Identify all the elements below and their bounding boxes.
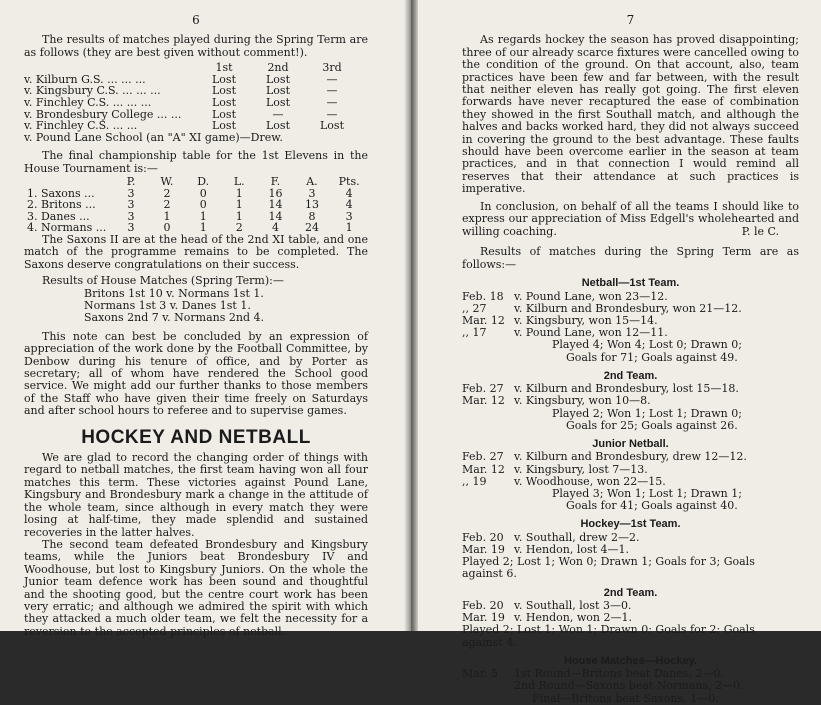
- match-date: Feb. 18: [462, 289, 504, 303]
- house-result: Britons 1st 10 v. Normans 1st 1.: [84, 286, 264, 300]
- results-3rd: —: [326, 96, 338, 109]
- match-date: Mar. 5: [462, 667, 498, 681]
- match-date: Feb. 20: [462, 530, 504, 544]
- points: 3: [345, 209, 353, 223]
- match-date: ,, 17: [462, 326, 487, 340]
- results-header-1st: 1st: [215, 61, 233, 75]
- appreciation-paragraph: In conclusion, on behalf of all the teams I should like to express our appreciation of Miss Edgell's wholehearted and willing coaching.: [462, 199, 799, 238]
- match-result: v. Kilburn and Brondesbury, lost 15—18.: [514, 382, 739, 396]
- match-result: v. Kilburn and Brondesbury, drew 12—12.: [514, 450, 747, 464]
- match-date: Feb. 27: [462, 382, 504, 396]
- match-row: [462, 451, 799, 463]
- saxons-note: The Saxons II are at the head of the 2nd XI table, and one match of the programme remains to be completed. The Saxons deserve congratulations on their success.: [24, 232, 368, 271]
- results-1st: Lost: [212, 119, 236, 133]
- match-date: ,, 19: [462, 474, 487, 488]
- points: 4: [345, 186, 353, 200]
- match-result: v. Kingsbury, won 10—8.: [514, 394, 651, 408]
- col-l: L.: [233, 175, 245, 188]
- match-date: Mar. 12: [462, 394, 505, 408]
- col-pts: Pts.: [338, 175, 360, 188]
- played: 3: [127, 209, 135, 223]
- results-team: v. Kingsbury C.S. ... ... ...: [24, 84, 161, 98]
- points: 1: [345, 221, 353, 235]
- match-result: v. Pound Lane, won 23—12.: [514, 289, 668, 303]
- football-results-table: [21, 62, 359, 132]
- goals-for: 4: [271, 221, 279, 235]
- section-title: Junior Netball.: [592, 437, 669, 450]
- pound-lane-result: v. Pound Lane School (an "A" XI game)—Drew.: [24, 130, 283, 144]
- house-match-row: [462, 680, 799, 692]
- col-d: D.: [197, 175, 210, 188]
- results-3rd: —: [326, 84, 338, 98]
- championship-table: [24, 176, 368, 234]
- won: 2: [163, 198, 171, 212]
- drawn: 1: [199, 221, 207, 235]
- house-result: Saxons 2nd 7 v. Normans 2nd 4.: [84, 311, 265, 325]
- house-round: 2nd Round—Saxons beat Normans, 2—0.: [514, 679, 744, 693]
- points: 4: [345, 198, 353, 212]
- match-date: Mar. 12: [462, 462, 505, 476]
- results-2nd: —: [272, 107, 284, 121]
- match-date: Mar. 19: [462, 543, 505, 556]
- results-team: v. Kilburn G.S. ... ... ...: [24, 72, 146, 86]
- played: 3: [127, 221, 135, 235]
- house-round: Final—Britons beat Saxons, 1—0.: [532, 691, 719, 705]
- section-title: House Matches—Hockey.: [563, 654, 698, 667]
- match-result: v. Southall, drew 2—2.: [514, 530, 640, 544]
- results-row: [21, 97, 359, 109]
- match-result: v. Hendon, won 2—1.: [514, 611, 632, 625]
- hockey-netball-heading: HOCKEY AND NETBALL: [81, 426, 311, 448]
- drawn: 0: [199, 186, 207, 200]
- match-result: v. Kingsbury, lost 7—13.: [514, 462, 648, 476]
- season-goals: Goals for 41; Goals against 40.: [566, 499, 738, 513]
- results-header-3rd: 3rd: [322, 61, 342, 75]
- match-row: [462, 395, 799, 407]
- results-2nd: Lost: [266, 72, 290, 86]
- match-result: v. Kingsbury, won 15—14.: [514, 313, 658, 327]
- house-match-row: [462, 668, 799, 680]
- won: 0: [163, 221, 171, 235]
- played: 3: [127, 198, 135, 212]
- goals-for: 14: [268, 198, 283, 212]
- goals-for: 16: [268, 186, 283, 200]
- results-2nd: Lost: [266, 96, 290, 109]
- house-round: 1st Round—Britons beat Danes, 2—0.: [514, 667, 724, 681]
- played: 3: [127, 186, 135, 200]
- goals-against: 13: [304, 198, 319, 212]
- results-intro-right: Results of matches during the Spring Term are as follows:—: [462, 245, 799, 271]
- house-results-list: [24, 288, 368, 325]
- results-2nd: Lost: [266, 84, 290, 98]
- results-intro: The results of matches played during the Spring Term are as follows (they are best given without comment!).: [24, 33, 368, 59]
- house-name: 2. Britons ...: [27, 198, 96, 212]
- match-row: [462, 291, 799, 303]
- section-title: Hockey—1st Team.: [580, 518, 681, 531]
- match-result: v. Hendon, lost 4—1.: [514, 543, 630, 556]
- goals-for: 14: [268, 209, 283, 223]
- drawn: 0: [199, 198, 207, 212]
- match-result: v. Pound Lane, won 12—11.: [514, 326, 668, 340]
- results-2nd: Lost: [266, 119, 290, 133]
- house-results-title: Results of House Matches (Spring Term):—: [42, 274, 284, 288]
- goals-against: 3: [308, 186, 316, 200]
- signature: P. le C.: [741, 224, 779, 238]
- drawn: 1: [199, 209, 207, 223]
- match-result: v. Southall, lost 3—0.: [514, 599, 632, 613]
- season-goals: Goals for 25; Goals against 26.: [566, 418, 738, 432]
- hockey-season-paragraph: As regards hockey the season has proved disappointing; three of our already scarce fixtures were cancelled owing to the condition of the ground. On that account, also, team practices have been few and far between, with the result that neither eleven has really got going. The first eleven forwards have never recaptured the ease of combination they showed in the first Southall match, and although the halves and backs worked hard, they did not always succeed in covering the ground to the best advantage. These faults should have been overcome earlier in the season at team practices, and in that connection I would remind all reserves that their attendance at such practices is imperative.: [462, 33, 799, 196]
- lost: 1: [235, 186, 243, 200]
- season-summary: Played 4; Won 4; Lost 0; Drawn 0;: [552, 338, 742, 352]
- season-summary: Played 2; Lost 1; Won 1; Drawn 0; Goals for 2; Goals against 4.: [462, 623, 755, 649]
- results-header-2nd: 2nd: [267, 61, 289, 75]
- results-team: v. Finchley C.S. ... ...: [24, 119, 138, 133]
- results-team: v. Brondesbury College ... ...: [24, 107, 182, 121]
- won: 1: [163, 209, 171, 223]
- col-a: A.: [306, 175, 318, 188]
- match-date: Mar. 19: [462, 611, 505, 625]
- house-name: 1. Saxons ...: [27, 186, 95, 200]
- match-date: Feb. 27: [462, 450, 504, 464]
- match-row: [462, 464, 799, 476]
- page-number-right: 7: [626, 13, 635, 27]
- results-1st: Lost: [212, 72, 236, 86]
- results-1st: Lost: [212, 107, 236, 121]
- match-result: v. Kilburn and Brondesbury, won 21—12.: [514, 301, 742, 315]
- won: 2: [163, 186, 171, 200]
- section-title: 2nd Team.: [603, 586, 658, 599]
- left-page: [0, 0, 410, 638]
- results-team: v. Finchley C.S. ... ... ...: [24, 96, 152, 109]
- house-match-row: [462, 693, 799, 705]
- hockey-paragraph-1: We are glad to record the changing order of things with regard to netball matches, the first team having won all four matches this term. These victories against Pound Lane, Kingsbury and Brondesbury mark a change in the attitude of the whole team, since although in every match they were losing at half-time, they made splendid and sustained recoveries in the latter halves.: [24, 451, 368, 539]
- match-date: Mar. 12: [462, 313, 505, 327]
- col-p: P.: [126, 175, 136, 188]
- season-summary: Played 3; Won 1; Lost 1; Drawn 1;: [552, 486, 742, 500]
- lost: 2: [235, 221, 243, 235]
- col-w: W.: [160, 175, 174, 188]
- section-title: Netball—1st Team.: [581, 277, 680, 290]
- page-number-left: 6: [192, 13, 200, 27]
- results-1st: Lost: [212, 84, 236, 98]
- results-1st: Lost: [212, 96, 236, 109]
- goals-against: 8: [308, 209, 316, 223]
- results-3rd: —: [326, 107, 338, 121]
- closing-note: This note can best be concluded by an expression of appreciation of the work done by the Football Committee, by Denbow during his tenure of office, and by Porter as secretary; all of whom have rendered the School good service. We might add our further thanks to those members of the Staff who have given their time freely on Saturdays and after school hours to referee and to supervise games.: [24, 329, 368, 418]
- goals-against: 24: [304, 221, 319, 235]
- hockey-paragraph-2: The second team defeated Brondesbury and Kingsbury teams, while the Juniors beat Brondesbury IV and Woodhouse, but lost to Kingsbury Juniors. On the whole the Junior team defence work has been sound and thoughtful and the shooting good, but the centre court work has been very erratic; and although we admired the spirit with which they attacked a much older team, we felt the necessity for a reversion to the accepted principles of netball.: [24, 537, 368, 638]
- results-3rd: —: [326, 72, 338, 86]
- match-row: [462, 532, 799, 544]
- section-title: 2nd Team.: [603, 369, 658, 382]
- house-result: Normans 1st 3 v. Danes 1st 1.: [84, 299, 251, 312]
- house-name: 4. Normans ...: [27, 221, 107, 235]
- match-date: ,, 27: [462, 301, 487, 315]
- lost: 1: [235, 209, 243, 223]
- right-page: [410, 0, 821, 705]
- final-table-intro: The final championship table for the 1st Elevens in the House Tournament is:—: [24, 149, 368, 175]
- season-summary: Played 2; Won 1; Lost 1; Drawn 0;: [552, 406, 742, 420]
- match-result: v. Woodhouse, won 22—15.: [514, 474, 666, 488]
- match-date: Feb. 20: [462, 599, 504, 613]
- house-name: 3. Danes ...: [27, 209, 90, 223]
- championship-header-row: [24, 176, 368, 188]
- lost: 1: [235, 198, 243, 212]
- season-summary: Played 2; Lost 1; Won 0; Drawn 1; Goals for 3; Goals against 6.: [462, 555, 755, 581]
- col-f: F.: [270, 175, 281, 188]
- results-3rd: Lost: [320, 119, 344, 133]
- season-goals: Goals for 71; Goals against 49.: [566, 350, 738, 364]
